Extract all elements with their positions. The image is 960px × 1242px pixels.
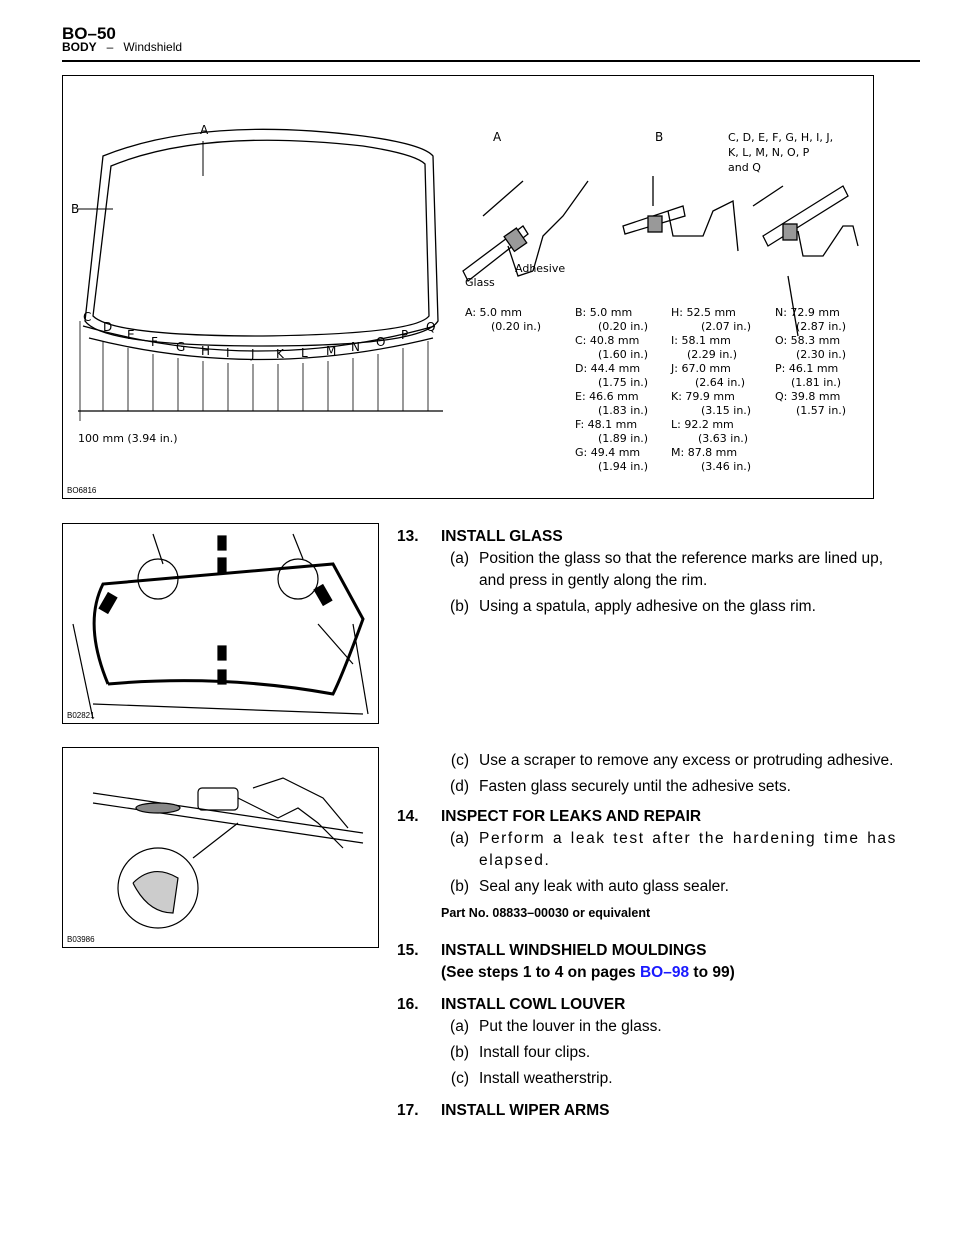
spec-m: M: 87.8 mm: [671, 446, 738, 459]
step-16c: [397, 1068, 897, 1090]
inset-label-b: B: [655, 130, 664, 144]
step-13a-text: Position the glass so that the reference marks are lined up, and press in gently along the rim.: [479, 550, 884, 589]
step-16-title: INSTALL COWL LOUVER: [441, 996, 626, 1013]
spec-c: C: 40.8 mm: [575, 334, 640, 347]
point-f: F: [151, 335, 158, 349]
point-o: O: [376, 335, 386, 349]
sub-label: (c): [450, 1070, 469, 1087]
sub-label: (c): [450, 752, 469, 769]
windshield-outline-inner: [93, 140, 429, 336]
step-14-number: 14.: [397, 808, 419, 825]
step-14b-text: Seal any leak with auto glass sealer.: [479, 878, 729, 895]
point-q: Q: [426, 320, 436, 334]
glass-install-figure: [62, 523, 379, 724]
spec-n-in: (2.87 in.): [796, 320, 847, 333]
spec-o: O: 58.3 mm: [775, 334, 841, 347]
step-13-block: [397, 526, 897, 618]
step-15-reference: [397, 962, 897, 984]
sub-label: (b): [450, 598, 469, 615]
point-d: D: [103, 320, 113, 334]
step-17-heading: [397, 1100, 897, 1122]
point-j: J: [251, 347, 255, 361]
spec-o-in: (2.30 in.): [796, 348, 847, 361]
label-adhesive: Adhesive: [515, 262, 566, 275]
inset-label-c3: and Q: [728, 161, 761, 174]
label-glass: Glass: [465, 276, 495, 289]
inset-b-section: [623, 176, 738, 251]
spec-n: N: 72.9 mm: [775, 306, 840, 319]
spec-m-in: (3.46 in.): [701, 460, 752, 473]
spec-table: [465, 306, 846, 473]
step-13d: [397, 776, 897, 798]
inset-label-a: A: [493, 130, 502, 144]
glass-install-drawing: [63, 524, 378, 723]
step-14a: [397, 828, 897, 872]
step-13b-text: Using a spatula, apply adhesive on the glass rim.: [479, 598, 816, 615]
spec-a-in: (0.20 in.): [491, 320, 542, 333]
spec-e: E: 46.6 mm: [575, 390, 639, 403]
point-g: G: [176, 340, 186, 354]
step-17-title: INSTALL WIPER ARMS: [441, 1102, 610, 1119]
step-13-title: INSTALL GLASS: [441, 528, 563, 545]
ref-prefix: (See steps 1 to 4 on pages: [441, 964, 640, 981]
point-l: L: [301, 346, 308, 360]
figure-code: B02821: [67, 711, 95, 720]
step-13b: [397, 596, 897, 618]
step-16b: [397, 1042, 897, 1064]
spec-q-in: (1.57 in.): [796, 404, 847, 417]
spec-j: J: 67.0 mm: [671, 362, 731, 375]
sub-label: (b): [450, 1044, 469, 1061]
page-number: BO–50: [62, 24, 116, 43]
spec-i: I: 58.1 mm: [671, 334, 731, 347]
step-15-number: 15.: [397, 942, 419, 959]
sub-label: (b): [450, 878, 469, 895]
step-13c-text: Use a scraper to remove any excess or protruding adhesive.: [479, 752, 894, 769]
point-h: H: [201, 344, 211, 358]
point-c: C: [83, 310, 92, 324]
spec-g: G: 49.4 mm: [575, 446, 641, 459]
inset-label-c: C, D, E, F, G, H, I, J,: [728, 131, 834, 144]
scraper-drawing: [63, 748, 378, 947]
spec-k: K: 79.9 mm: [671, 390, 735, 403]
spec-l-in: (3.63 in.): [698, 432, 749, 445]
step-14-title: INSPECT FOR LEAKS AND REPAIR: [441, 808, 702, 825]
step-13-cont-block: [397, 750, 897, 1122]
spec-q: Q: 39.8 mm: [775, 390, 841, 403]
step-15-title: INSTALL WINDSHIELD MOULDINGS: [441, 942, 707, 959]
section-name: BODY: [62, 40, 97, 54]
step-13-number: 13.: [397, 528, 419, 545]
spec-f: F: 48.1 mm: [575, 418, 638, 431]
step-17-number: 17.: [397, 1102, 419, 1119]
spec-l: L: 92.2 mm: [671, 418, 734, 431]
topic-name: Windshield: [123, 40, 183, 54]
page-link-bo98[interactable]: BO–98: [639, 964, 690, 981]
sub-label: (a): [450, 1018, 469, 1035]
ref-suffix: to 99): [689, 964, 735, 981]
label-spacing: 100 mm (3.94 in.): [78, 432, 178, 445]
step-16-heading: [397, 994, 897, 1016]
spec-j-in: (2.64 in.): [695, 376, 746, 389]
point-k: K: [276, 347, 284, 361]
sub-label: (d): [450, 778, 469, 795]
step-13d-text: Fasten glass securely until the adhesive sets.: [479, 778, 791, 795]
spec-f-in: (1.89 in.): [598, 432, 649, 445]
windshield-diagram: [63, 76, 873, 498]
windshield-clearance-figure: [62, 75, 874, 499]
step-16b-text: Install four clips.: [479, 1044, 591, 1061]
inset-label-c2: K, L, M, N, O, P: [728, 146, 810, 159]
label-b: B: [71, 202, 80, 216]
spec-h-in: (2.07 in.): [701, 320, 752, 333]
scraper-figure: [62, 747, 379, 948]
spec-c-in: (1.60 in.): [598, 348, 649, 361]
running-header: [62, 40, 182, 54]
spec-k-in: (3.15 in.): [701, 404, 752, 417]
figure-code: BO6816: [67, 486, 97, 495]
step-16a: [397, 1016, 897, 1038]
label-a: A: [200, 123, 209, 137]
sub-label: (a): [450, 550, 469, 567]
point-e: E: [127, 328, 135, 342]
sub-label: (a): [450, 830, 469, 847]
point-i: I: [226, 346, 230, 360]
spec-p: P: 46.1 mm: [775, 362, 839, 375]
spec-d: D: 44.4 mm: [575, 362, 641, 375]
step-14b: [397, 876, 897, 898]
figure-code: B03986: [67, 935, 95, 944]
spec-g-in: (1.94 in.): [598, 460, 649, 473]
point-m: M: [326, 344, 337, 358]
step-13a: [397, 548, 897, 592]
step-13-heading: [397, 526, 897, 548]
spec-p-in: (1.81 in.): [791, 376, 842, 389]
windshield-outline-outer: [85, 129, 438, 346]
step-16a-text: Put the louver in the glass.: [479, 1018, 662, 1035]
step-16-number: 16.: [397, 996, 419, 1013]
step-13c: [397, 750, 897, 772]
spec-h: H: 52.5 mm: [671, 306, 736, 319]
step-16c-text: Install weatherstrip.: [479, 1070, 613, 1087]
spec-b: B: 5.0 mm: [575, 306, 633, 319]
part-number: Part No. 08833–00030 or equivalent: [441, 906, 651, 920]
point-n: N: [351, 340, 360, 354]
spec-d-in: (1.75 in.): [598, 376, 649, 389]
step-14a-text: Perform a leak test after the hardening time has elapsed.: [479, 830, 897, 869]
spec-i-in: (2.29 in.): [687, 348, 738, 361]
spec-b-in: (0.20 in.): [598, 320, 649, 333]
step-14-heading: [397, 806, 897, 828]
point-p: P: [401, 328, 409, 342]
header-rule: [62, 60, 920, 62]
header-dash: –: [106, 40, 114, 54]
spec-e-in: (1.83 in.): [598, 404, 649, 417]
step-15-heading: [397, 940, 897, 962]
spec-a: A: 5.0 mm: [465, 306, 522, 319]
